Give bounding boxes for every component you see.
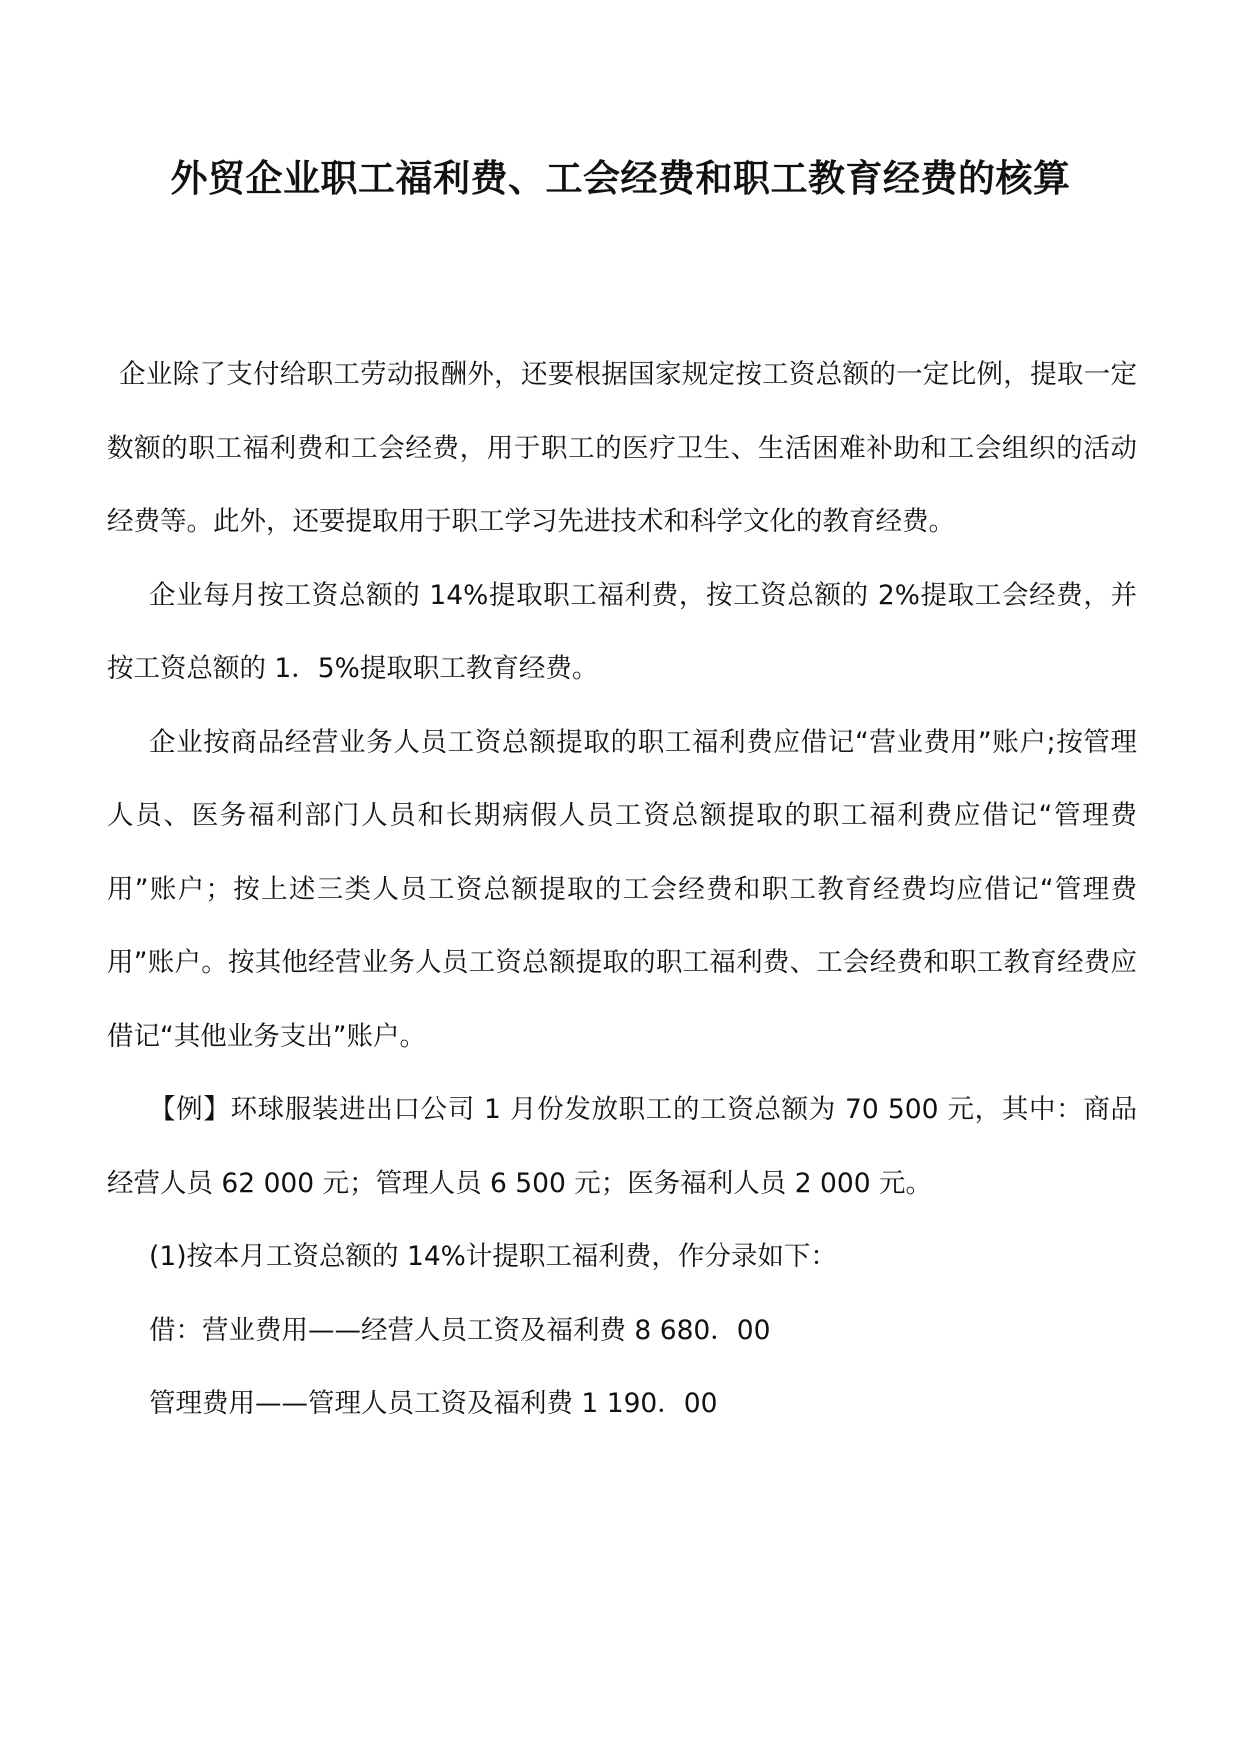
paragraph-rates: 企业每月按工资总额的 14%提取职工福利费，按工资总额的 2%提取工会经费，并按工资总额的 1．5%提取职工教育经费。 — [107, 579, 1137, 684]
paragraph-intro: 企业除了支付给职工劳动报酬外，还要根据国家规定按工资总额的一定比例，提取一定数额的职工福利费和工会经费，用于职工的医疗卫生、生活困难补助和工会组织的活动经费等。此外，还要提取用于职工学习先进技术和科学文化的教育经费。 — [107, 359, 1137, 537]
document-title: 外贸企业职工福利费、工会经费和职工教育经费的核算 — [170, 156, 1071, 200]
journal-entry-debit-admin: 管理费用——管理人员工资及福利费 1 190．00 — [149, 1388, 718, 1419]
paragraph-example: 【例】环球服装进出口公司 1 月份发放职工的工资总额为 70 500 元，其中：商品经营人员 62 000 元；管理人员 6 500 元；医务福利人员 2 000 元。 — [107, 1094, 1137, 1199]
paragraph-accounts: 企业按商品经营业务人员工资总额提取的职工福利费应借记“营业费用”账户;按管理人员、医务福利部门人员和长期病假人员工资总额提取的职工福利费应借记“管理费用”账户；按上述三类人员工资总额提取的工会经费和职工教育经费均应借记“管理费用”账户。按其他经营业务人员工资总额提取的职工福利费、工会经费和职工教育经费应借记“其他业务支出”账户。 — [107, 726, 1137, 1052]
document-body — [107, 338, 1137, 1441]
paragraph-step-1: (1)按本月工资总额的 14%计提职工福利费，作分录如下： — [149, 1241, 837, 1272]
journal-entry-debit-sales: 借：营业费用——经营人员工资及福利费 8 680．00 — [149, 1314, 771, 1346]
